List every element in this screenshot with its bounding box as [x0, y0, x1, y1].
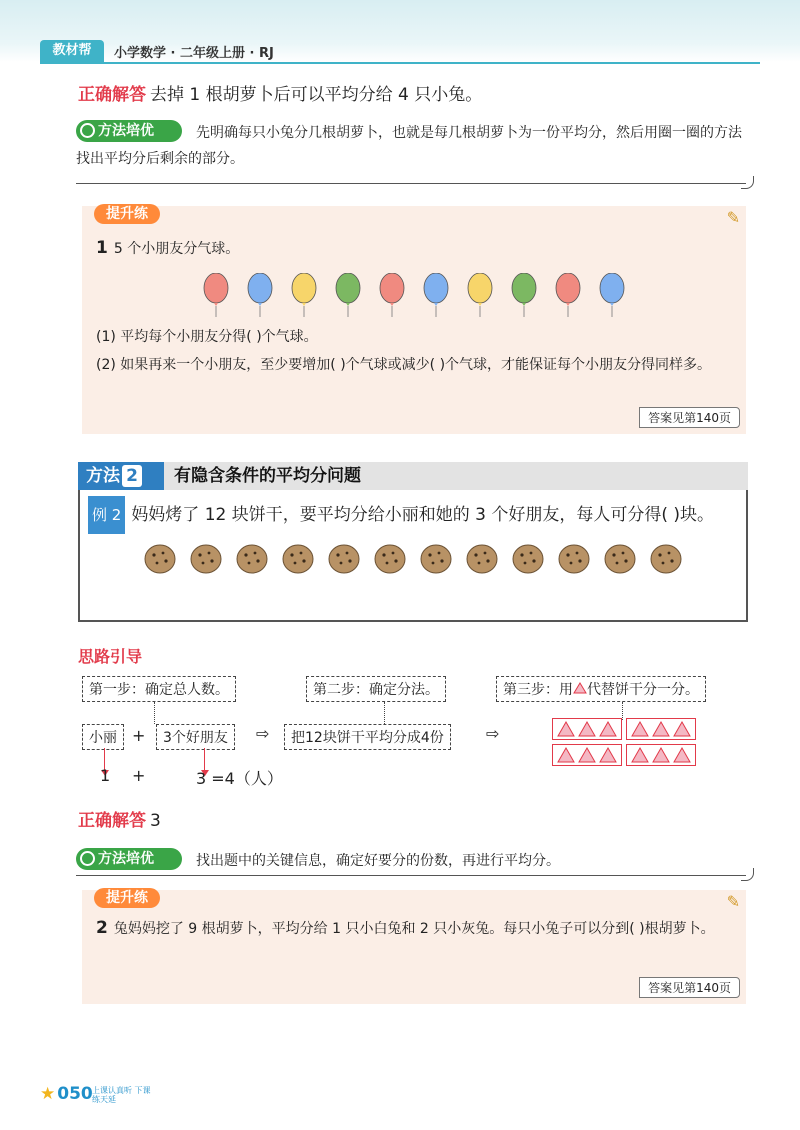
dotted-connector: [154, 702, 155, 724]
star-mascot-icon: ★: [40, 1084, 56, 1104]
answer-reference: 答案见第140页: [639, 407, 740, 428]
magnifier-icon: [80, 851, 95, 866]
triangle-icon: [599, 721, 617, 737]
correct-answer-1: [78, 80, 482, 105]
triangle-icon: [652, 721, 670, 737]
balloon-icon: [467, 273, 493, 317]
triangle-group: [552, 744, 622, 766]
cookie-icon: [512, 544, 544, 574]
practice-1: [82, 206, 746, 434]
triangle-icon: [557, 721, 575, 737]
answer-reference: 答案见第140页: [639, 977, 740, 998]
balloon-icon: [511, 273, 537, 317]
cookie-icon: [650, 544, 682, 574]
method-2-title: 有隐含条件的平均分问题: [174, 466, 361, 486]
method-tag-label: 方法培优: [98, 851, 154, 867]
method-2-header: [78, 462, 748, 490]
triangle-group: [552, 718, 622, 740]
pencil-icon: ✎: [726, 208, 740, 227]
cookie-icon: [282, 544, 314, 574]
example-tag: 例 2: [88, 496, 125, 534]
triangle-icon: [578, 747, 596, 763]
question-text: 兔妈妈挖了 9 根胡萝卜，平均分给 1 只小白兔和 2 只小灰兔。每只小兔子可以分到( )根胡萝卜。: [113, 921, 715, 937]
hollow-arrow-icon: ⇨: [256, 724, 270, 743]
example-text: 例 2 妈妈烤了 12 块饼干，要平均分给小丽和她的 3 个好朋友，每人可分得( )块。: [88, 496, 738, 534]
method-2-number: 2: [122, 465, 142, 487]
triangle-group: [626, 744, 696, 766]
triangle-icon: [631, 747, 649, 763]
method-text: 找出题中的关键信息，确定好要分的份数，再进行平均分。: [196, 853, 560, 869]
question-text: 5 个小朋友分气球。: [113, 241, 240, 257]
practice-question: [96, 234, 732, 263]
method-text: 先明确每只小兔分几根胡萝卜，也就是每几根胡萝卜为一份平均分，然后用圈一圈的方法找出平均分后剩余的部分。: [76, 125, 742, 167]
book-title: 小学数学 · 二年级上册 · RJ: [114, 46, 274, 61]
brand-tab: 教材帮: [40, 40, 104, 62]
balloon-icon: [203, 273, 229, 317]
question-number: 2: [96, 918, 108, 938]
dotted-connector: [622, 702, 623, 720]
example-2: [78, 490, 748, 622]
triangle-icon: [599, 747, 617, 763]
triangle-icon: [652, 747, 670, 763]
method-tip-1: [76, 120, 746, 184]
step-3: 第三步：用 代替饼干分一分。: [496, 676, 706, 702]
balloon-icon: [599, 273, 625, 317]
pencil-icon: ✎: [726, 892, 740, 911]
method-tag-label: 方法培优: [98, 123, 154, 139]
box-divide: 把12块饼干平均分成4份: [284, 724, 451, 750]
method-2-tag: 方法 2: [78, 462, 164, 490]
equation-plus: +: [132, 766, 146, 785]
balloon-icon: [335, 273, 361, 317]
cookie-icon: [558, 544, 590, 574]
sub-question-1: (1) 平均每个小朋友分得( )个气球。: [96, 329, 318, 345]
cookie-icon: [604, 544, 636, 574]
triangle-icon: [673, 747, 691, 763]
box-friends: 3个好朋友: [156, 724, 235, 750]
balloon-row: [96, 273, 732, 317]
method-tag: [76, 848, 182, 870]
equation-left: 1: [100, 766, 111, 785]
page-number: ★ 050: [40, 1084, 93, 1104]
balloon-icon: [555, 273, 581, 317]
thinking-guide-label: 思路引导: [78, 647, 143, 666]
header-divider: [40, 62, 760, 64]
cookie-row: [88, 544, 738, 574]
practice-tag: 提升练: [94, 888, 160, 908]
answer-label: 正确解答: [78, 85, 146, 105]
cookie-icon: [420, 544, 452, 574]
practice-question: [96, 914, 732, 943]
equation-right: 3 =4（人）: [196, 769, 283, 788]
cookie-icon: [144, 544, 176, 574]
triangle-icon: [578, 721, 596, 737]
step-1: 第一步：确定总人数。: [82, 676, 236, 702]
method-tag: [76, 120, 182, 142]
sub-question-2: (2) 如果再来一个小朋友，至少要增加( )个气球或减少( )个气球，才能保证每个小朋友分得同样多。: [96, 357, 712, 373]
balloon-icon: [247, 273, 273, 317]
magnifier-icon: [80, 123, 95, 138]
triangle-icon: [631, 721, 649, 737]
triangle-icon: [673, 721, 691, 737]
hollow-arrow-icon: ⇨: [486, 724, 500, 743]
triangle-icon: [573, 682, 587, 694]
cookie-icon: [328, 544, 360, 574]
cookie-icon: [374, 544, 406, 574]
triangle-icon: [557, 747, 575, 763]
triangle-group: [626, 718, 696, 740]
dotted-connector: [384, 702, 385, 724]
question-number: 1: [96, 238, 108, 258]
balloon-icon: [291, 273, 317, 317]
method-tip-2: [76, 848, 746, 876]
answer-label: 正确解答: [78, 811, 146, 831]
answer-text: 3: [150, 811, 161, 831]
answer-text: 去掉 1 根胡萝卜后可以平均分给 4 只小兔。: [150, 85, 483, 105]
cookie-icon: [236, 544, 268, 574]
cookie-icon: [466, 544, 498, 574]
balloon-icon: [423, 273, 449, 317]
cookie-icon: [190, 544, 222, 574]
step-2: 第二步：确定分法。: [306, 676, 446, 702]
box-xiaoli: 小丽: [82, 724, 124, 750]
correct-answer-2: [78, 806, 161, 831]
balloon-icon: [379, 273, 405, 317]
footer-slogan: 上课认真听 下课练天延: [92, 1086, 151, 1104]
plus-sign: +: [132, 726, 146, 745]
practice-2: [82, 890, 746, 1004]
practice-tag: 提升练: [94, 204, 160, 224]
